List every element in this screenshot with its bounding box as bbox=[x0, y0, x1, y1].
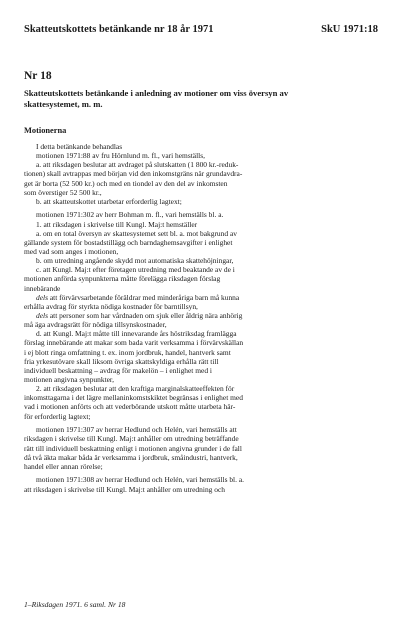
body-line: individuell beskattning – avdrag för makelön – i enlighet med i bbox=[24, 365, 212, 375]
body-line: i ej blott ringa omfattning t. ex. inom jordbruk, handel, hantverk samt bbox=[24, 347, 231, 357]
body-line: b. att skatteutskottet utarbetar erforderlig lagtext; bbox=[36, 196, 182, 206]
body-line: 2. att riksdagen beslutar att den kraftiga marginalskatteeffekten för bbox=[36, 384, 235, 394]
body-line: dels att personer som har vårdnaden om sjuk eller åldrig nära anhörig bbox=[36, 311, 243, 321]
running-header bbox=[24, 24, 378, 38]
body-line: handel eller annan rörelse; bbox=[24, 461, 103, 471]
body-line: c. att Kungl. Maj:t efter företagen utredning med beaktande av de i bbox=[36, 265, 235, 275]
header-document-code: SkU 1971:18 bbox=[321, 24, 378, 35]
body-line: rätt till individuell beskattning enligt i motionen angivna grunder i de fall bbox=[24, 443, 242, 453]
body-line: 1. att riksdagen i skrivelse till Kungl. Maj:t hemställer bbox=[36, 219, 198, 229]
body-line: dels att förvärvsarbetande föräldrar med minderåriga barn må kunna bbox=[36, 292, 240, 302]
report-number: Nr 18 bbox=[24, 70, 52, 82]
title-line: Skatteutskottets betänkande i anledning av motioner om viss översyn av bbox=[24, 88, 289, 98]
body-line: förslag innebärande att makar som bada varit verksamma i förvärvskällan bbox=[24, 338, 244, 348]
body-line: b. om utredning angående skydd mot automatiska skattehöjningar, bbox=[36, 256, 234, 266]
body-line: a. om en total översyn av skattesystemet sett bl. a. mot bakgrund av bbox=[36, 228, 237, 238]
body-line: d. att Kungl. Maj:t måtte till innevarande års höstriksdag framlägga bbox=[36, 329, 237, 339]
body-line: inkomsttagarna i det lägre mellaninkomstskiktet begränsas i enlighet med bbox=[24, 393, 243, 403]
body-line: med vad som anges i motionen, bbox=[24, 247, 119, 257]
body-line: erhålla avdrag för styrkta nödiga kostnader för barntillsyn, bbox=[24, 301, 198, 311]
body-line: motionen 1971:302 av herr Bohman m. fl., vari hemställs bl. a. bbox=[36, 210, 224, 220]
body-line: som överstiger 52 500 kr., bbox=[24, 187, 102, 197]
body-line: get är borta (52 500 kr.) och med en tiondel av den del av inkomsten bbox=[24, 178, 228, 188]
body-line: motionen anförda synpunkterna måtte förelägga riksdagen förslag bbox=[24, 274, 221, 284]
page-footer: 1–Riksdagen 1971. 6 saml. Nr 18 bbox=[24, 600, 126, 609]
body-line: motionen 1971:88 av fru Hörnlund m. fl., vari hemställs, bbox=[36, 151, 205, 161]
body-line: för erforderlig lagtext; bbox=[24, 411, 91, 421]
body-line: då två äkta makar båda är verksamma i jordbruk, småindustri, hantverk, bbox=[24, 452, 238, 462]
body-text bbox=[24, 142, 384, 494]
body-line: motionen 1971:308 av herrar Hedlund och Helén, vari hemställs bl. a. bbox=[36, 475, 244, 485]
body-line: motionen angivna synpunkter, bbox=[24, 375, 114, 385]
body-line: vad i motionen anförts och att vederbörande utskott måtte utarbeta här- bbox=[24, 402, 236, 412]
header-title: Skatteutskottets betänkande nr 18 år 1971 bbox=[24, 24, 214, 35]
title-line: skattesystemet, m. m. bbox=[24, 98, 103, 109]
section-heading: Motionerna bbox=[24, 126, 67, 135]
body-line: må äga avdragsrätt för nödiga tillsynskostnader, bbox=[24, 320, 167, 330]
body-line: tionen) skall avtrappas med början vid den inkomstgräns när grundavdra- bbox=[24, 169, 243, 179]
report-title bbox=[24, 88, 378, 109]
body-line: fria yrkesutövare skall liksom övriga skattskyldiga erhålla rätt till bbox=[24, 356, 219, 366]
body-line: riksdagen i skrivelse till Kungl. Maj:t anhåller om utredning beträffande bbox=[24, 434, 239, 444]
body-line: motionen 1971:307 av herrar Hedlund och Helén, vari hemställs att bbox=[36, 425, 237, 435]
body-line: gällande system för bostadstillägg och barndaghemsavgifter i enlighet bbox=[24, 237, 233, 247]
body-line: a. att riksdagen beslutar att avdraget på slutskatten (1 800 kr.-reduk- bbox=[36, 160, 239, 170]
body-line: innebärande bbox=[24, 283, 61, 293]
body-line: I detta betänkande behandlas bbox=[36, 142, 123, 151]
body-line: att riksdagen i skrivelse till Kungl. Maj:t anhåller om utredning och bbox=[24, 484, 225, 494]
